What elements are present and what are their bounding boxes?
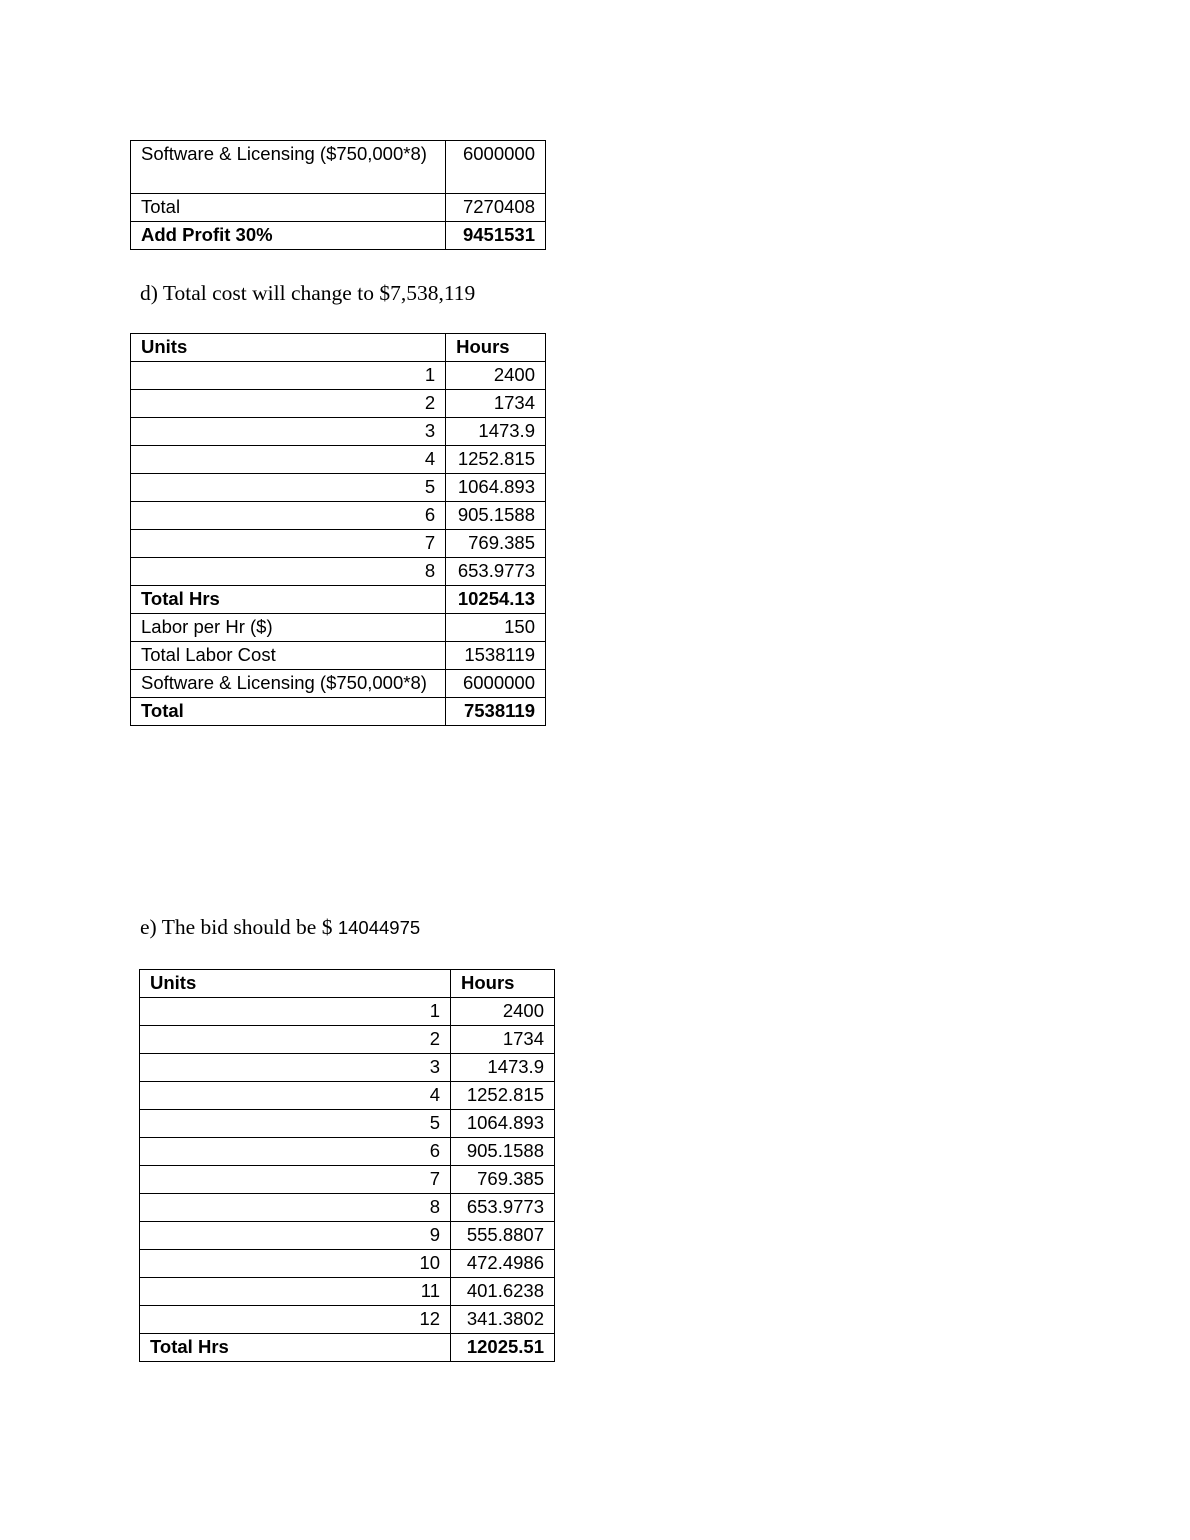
hours-cell: 1473.9 [451,1054,555,1082]
table-header-row [140,970,555,998]
unit-cell: 7 [131,530,446,558]
hours-cell: 555.8807 [451,1222,555,1250]
hours-cell: 2400 [446,362,546,390]
summary-row [131,642,546,670]
table-row [140,1138,555,1166]
hours-cell: 1252.815 [451,1082,555,1110]
summary-value: 7538119 [446,698,546,726]
unit-cell: 10 [140,1250,451,1278]
hours-table-d [130,333,546,726]
hours-cell: 1064.893 [451,1110,555,1138]
hours-header: Hours [446,334,546,362]
unit-cell: 2 [131,390,446,418]
hours-cell: 1473.9 [446,418,546,446]
hours-cell: 472.4986 [451,1250,555,1278]
hours-cell: 2400 [451,998,555,1026]
unit-cell: 2 [140,1026,451,1054]
answer-d-text: d) Total cost will change to $7,538,119 [140,281,476,305]
table-row [140,1082,555,1110]
unit-cell: 5 [140,1110,451,1138]
hours-cell: 905.1588 [451,1138,555,1166]
answer-e-text [140,915,420,940]
unit-cell: 7 [140,1166,451,1194]
table-row [131,362,546,390]
summary-row [131,698,546,726]
unit-cell: 1 [131,362,446,390]
table-row [131,141,546,194]
hours-cell: 653.9773 [446,558,546,586]
hours-header: Hours [451,970,555,998]
table-row [140,1250,555,1278]
table-row [131,390,546,418]
hours-cell: 341.3802 [451,1306,555,1334]
summary-label: Total Hrs [131,586,446,614]
table-header-row [131,334,546,362]
summary-value: 10254.13 [446,586,546,614]
table-row [131,530,546,558]
table-row [140,1306,555,1334]
table-row [131,474,546,502]
unit-cell: 8 [140,1194,451,1222]
row-label: Total [131,194,446,222]
cost-table-c [130,140,546,250]
units-header: Units [140,970,451,998]
summary-row [131,614,546,642]
summary-row [131,586,546,614]
table-row [131,558,546,586]
summary-value: 12025.51 [451,1334,555,1362]
row-value: 9451531 [446,222,546,250]
bid-amount: 14044975 [337,917,421,938]
hours-cell: 769.385 [446,530,546,558]
hours-table-e [139,969,555,1362]
unit-cell: 5 [131,474,446,502]
answer-e-label: e) The bid should be $ [140,915,338,939]
hours-cell: 401.6238 [451,1278,555,1306]
hours-cell: 1252.815 [446,446,546,474]
units-header: Units [131,334,446,362]
unit-cell: 9 [140,1222,451,1250]
summary-label: Total [131,698,446,726]
summary-label: Total Hrs [140,1334,451,1362]
hours-cell: 905.1588 [446,502,546,530]
hours-cell: 769.385 [451,1166,555,1194]
table-row [140,1110,555,1138]
row-label: Software & Licensing ($750,000*8) [131,141,446,194]
hours-cell: 1734 [446,390,546,418]
summary-label: Labor per Hr ($) [131,614,446,642]
table-row [140,998,555,1026]
summary-value: 1538119 [446,642,546,670]
unit-cell: 11 [140,1278,451,1306]
summary-label: Total Labor Cost [131,642,446,670]
table-row [140,1026,555,1054]
table-row [131,222,546,250]
table-row [131,446,546,474]
unit-cell: 12 [140,1306,451,1334]
row-label: Add Profit 30% [131,222,446,250]
table-row [140,1278,555,1306]
summary-value: 150 [446,614,546,642]
row-value: 6000000 [446,141,546,194]
unit-cell: 6 [140,1138,451,1166]
unit-cell: 4 [131,446,446,474]
unit-cell: 8 [131,558,446,586]
table-row [140,1054,555,1082]
unit-cell: 1 [140,998,451,1026]
table-row [140,1222,555,1250]
table-row [140,1194,555,1222]
summary-row [131,670,546,698]
unit-cell: 4 [140,1082,451,1110]
table-row [140,1166,555,1194]
unit-cell: 6 [131,502,446,530]
summary-value: 6000000 [446,670,546,698]
hours-cell: 1734 [451,1026,555,1054]
summary-label: Software & Licensing ($750,000*8) [131,670,446,698]
hours-cell: 653.9773 [451,1194,555,1222]
summary-row [140,1334,555,1362]
table-row [131,194,546,222]
table-row [131,502,546,530]
row-value: 7270408 [446,194,546,222]
unit-cell: 3 [140,1054,451,1082]
unit-cell: 3 [131,418,446,446]
table-row [131,418,546,446]
hours-cell: 1064.893 [446,474,546,502]
